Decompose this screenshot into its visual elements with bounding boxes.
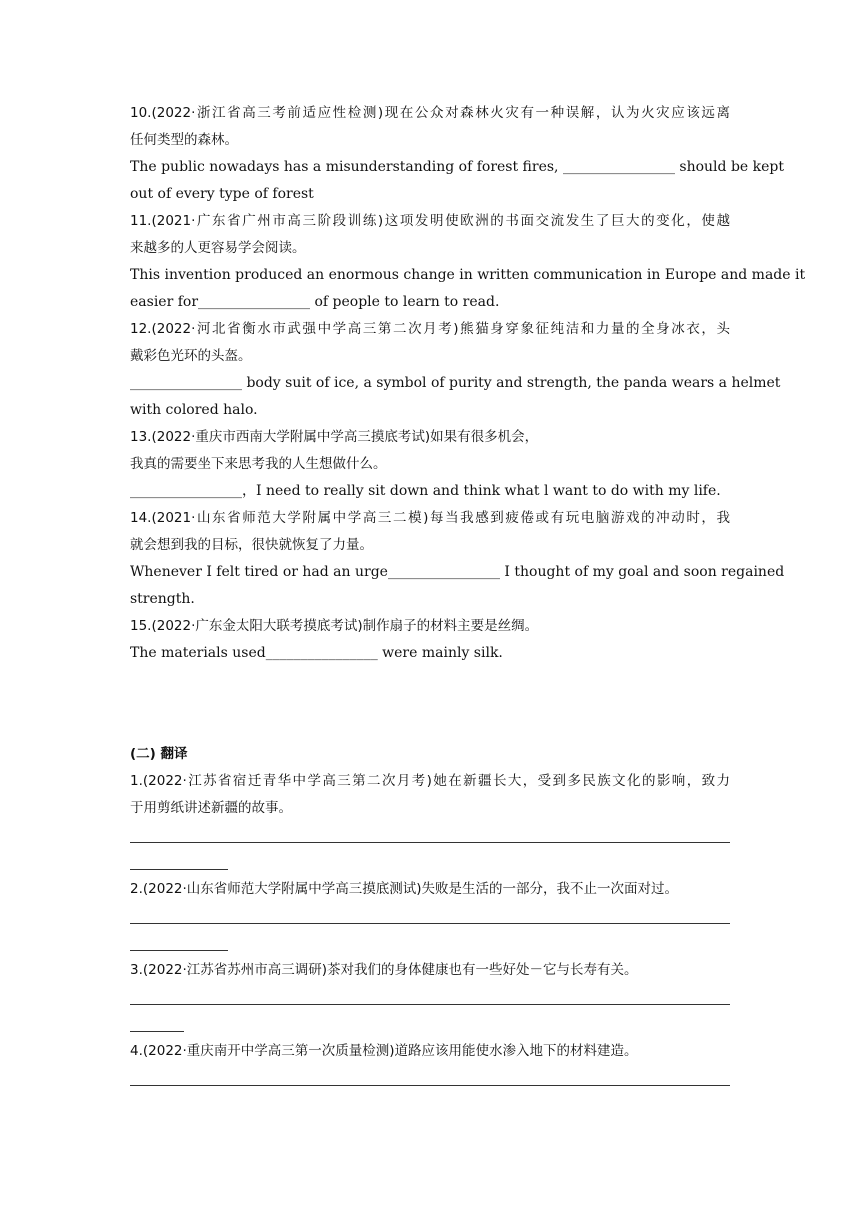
translation-prompt: 2.(2022·山东省师范大学附属中学高三摸底测试)失败是生活的一部分，我不止一次面对过。 — [130, 881, 679, 897]
question-sentence: ________________，I need to really sit down and think what l want to do with my life. — [130, 483, 721, 499]
answer-line[interactable] — [130, 1065, 730, 1092]
question-prompt: 13.(2022·重庆市西南大学附属中学高三摸底考试)如果有很多机会， — [130, 429, 539, 445]
translation-item-2 — [130, 876, 730, 957]
answer-line[interactable] — [130, 903, 730, 930]
question-sentence: Whenever I felt tired or had an urge________________ I thought of my goal and soon regained — [130, 564, 785, 580]
question-prompt: 10.(2022·浙江省高三考前适应性检测)现在公众对森林火灾有一种误解，认为火灾应该远离 — [130, 105, 730, 121]
question-sentence: The public nowadays has a misunderstanding of forest fires, ________________ should be kept — [130, 159, 785, 175]
translation-item-1 — [130, 768, 730, 876]
answer-line[interactable] — [130, 822, 730, 849]
question-14 — [130, 505, 785, 613]
question-prompt: 戴彩色光环的头盔。 — [130, 348, 252, 364]
question-10 — [130, 100, 785, 208]
translation-section — [130, 741, 730, 1092]
question-prompt: 来越多的人更容易学会阅读。 — [130, 240, 306, 256]
question-prompt: 15.(2022·广东金太阳大联考摸底考试)制作扇子的材料主要是丝绸。 — [130, 618, 539, 634]
question-prompt: 12.(2022·河北省衡水市武强中学高三第二次月考)熊猫身穿象征纯洁和力量的全身冰衣，头 — [130, 321, 730, 337]
answer-line[interactable] — [130, 849, 228, 876]
question-prompt: 就会想到我的目标，很快就恢复了力量。 — [130, 537, 373, 553]
question-sentence: This invention produced an enormous change in written communication in Europe and made it — [130, 267, 806, 283]
question-sentence: The materials used________________ were mainly silk. — [130, 645, 503, 661]
translation-prompt: 3.(2022·江苏省苏州市高三调研)茶对我们的身体健康也有一些好处－它与长寿有关。 — [130, 962, 638, 978]
section-heading: (二) 翻译 — [130, 746, 188, 762]
question-sentence: easier for________________ of people to learn to read. — [130, 294, 500, 310]
question-prompt: 14.(2021·山东省师范大学附属中学高三二模)每当我感到疲倦或有玩电脑游戏的冲动时，我 — [130, 510, 730, 526]
question-prompt: 任何类型的森林。 — [130, 132, 238, 148]
completion-list — [130, 100, 806, 667]
translation-item-4 — [130, 1038, 730, 1092]
question-15 — [130, 613, 730, 667]
translation-prompt: 于用剪纸讲述新疆的故事。 — [130, 800, 292, 816]
question-sentence: out of every type of forest — [130, 186, 314, 202]
translation-prompt: 1.(2022·江苏省宿迁青华中学高三第二次月考)她在新疆长大，受到多民族文化的影响，致力 — [130, 773, 730, 789]
question-sentence: strength. — [130, 591, 195, 607]
question-11 — [130, 208, 806, 316]
question-sentence: ________________ body suit of ice, a symbol of purity and strength, the panda wears a helmet — [130, 375, 781, 391]
question-13 — [130, 424, 730, 505]
translation-prompt: 4.(2022·重庆南开中学高三第一次质量检测)道路应该用能使水渗入地下的材料建造。 — [130, 1043, 638, 1059]
question-prompt: 我真的需要坐下来思考我的人生想做什么。 — [130, 456, 387, 472]
answer-line[interactable] — [130, 930, 228, 957]
question-sentence: with colored halo. — [130, 402, 258, 418]
question-prompt: 11.(2021·广东省广州市高三阶段训练)这项发明使欧洲的书面交流发生了巨大的变化，使越 — [130, 213, 730, 229]
answer-line[interactable] — [130, 984, 730, 1011]
translation-item-3 — [130, 957, 730, 1038]
question-12 — [130, 316, 781, 424]
answer-line[interactable] — [130, 1011, 184, 1038]
